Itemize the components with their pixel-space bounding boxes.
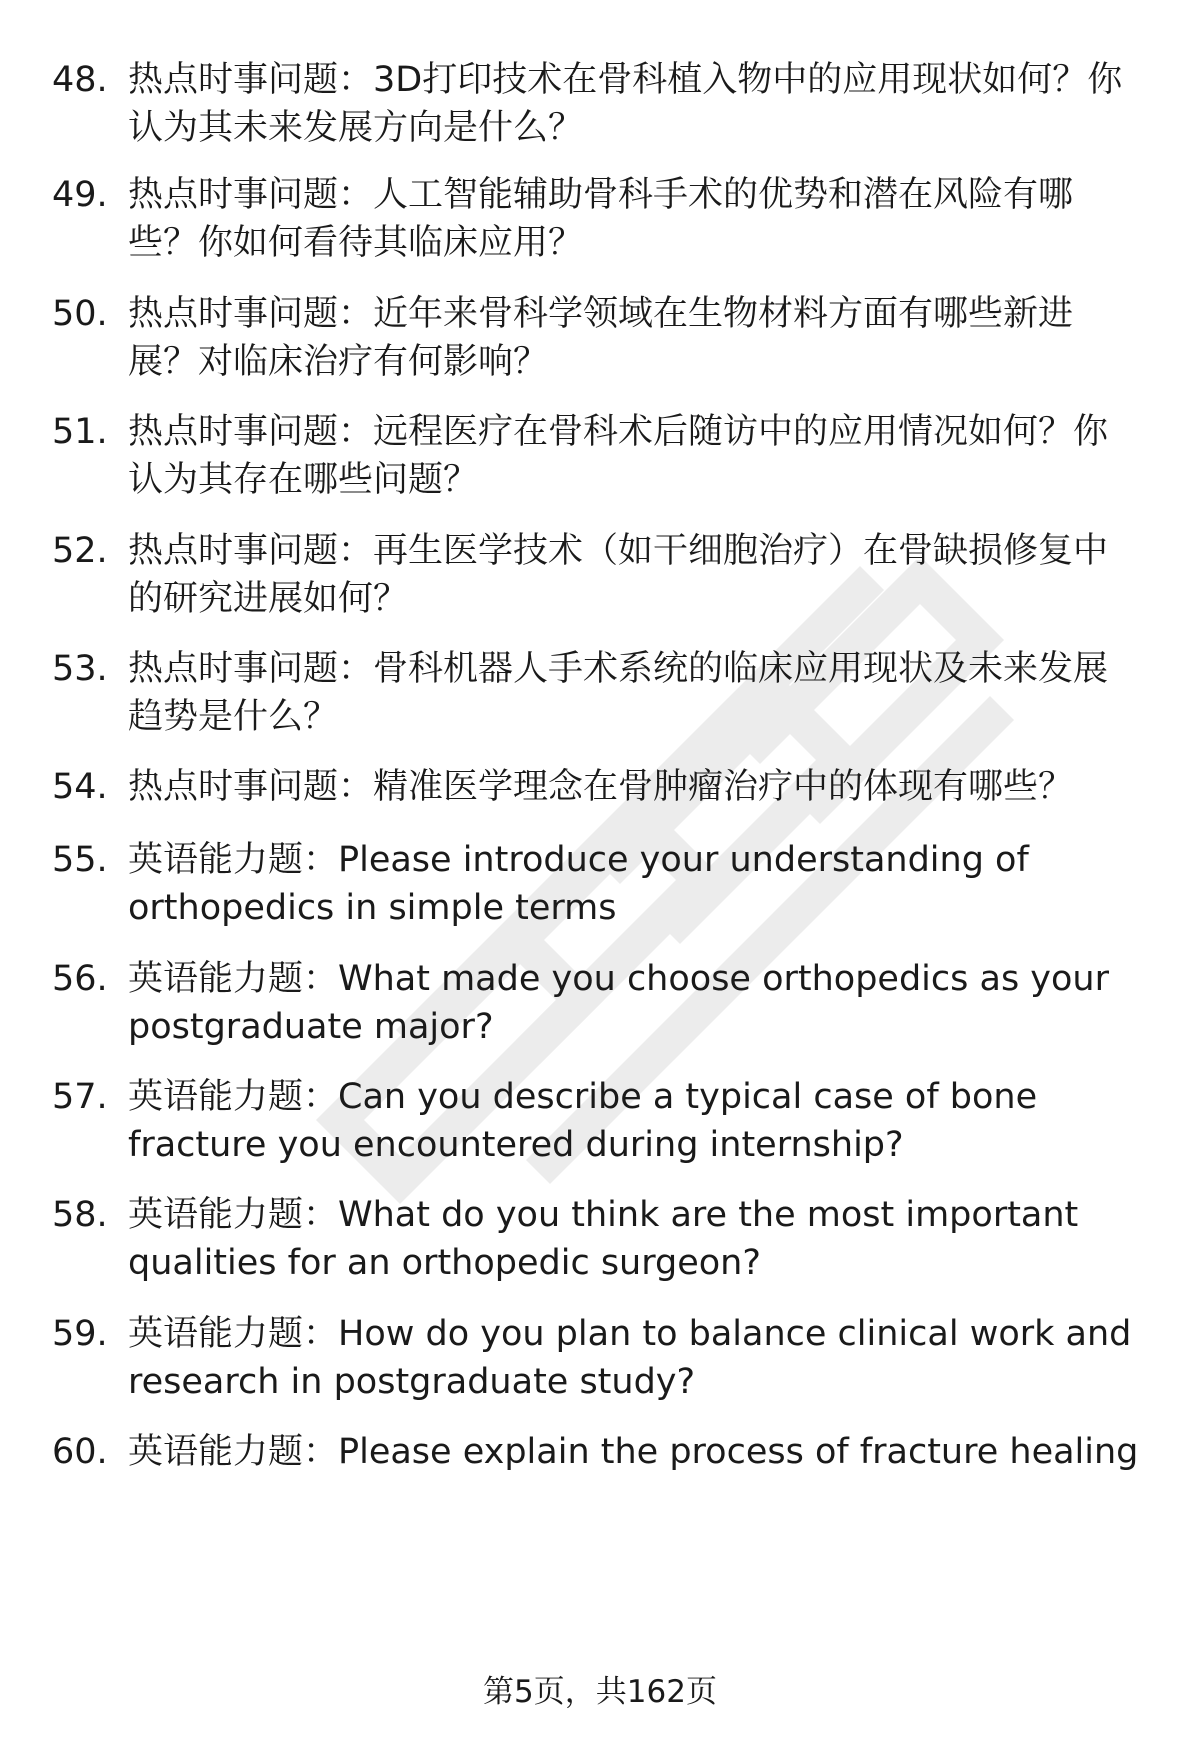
question-text: 热点时事问题：近年来骨科学领域在生物材料方面有哪些新进 展？对临床治疗有何影响？ [128, 294, 1074, 382]
question-number: 57. [52, 1077, 108, 1117]
question-text: 英语能力题：How do you plan to balance clinical work and research in postgraduate study? [128, 1314, 1132, 1402]
question-number: 60. [52, 1432, 108, 1472]
question-number: 55. [52, 840, 108, 880]
question-number: 56. [52, 959, 108, 999]
question-text: 英语能力题：What do you think are the most important qualities for an orthopedic surgeon? [128, 1195, 1079, 1283]
question-text: 热点时事问题：远程医疗在骨科术后随访中的应用情况如何？你 认为其存在哪些问题？ [128, 412, 1109, 500]
question-number: 59. [52, 1314, 108, 1354]
question-number: 50. [52, 294, 108, 334]
question-text: 热点时事问题：精准医学理念在骨肿瘤治疗中的体现有哪些？ [128, 767, 1074, 807]
question-number: 54. [52, 767, 108, 807]
question-text: 热点时事问题：3D打印技术在骨科植入物中的应用现状如何？你 认为其未来发展方向是什么？ [128, 60, 1123, 148]
question-text: 英语能力题：What made you choose orthopedics as your postgraduate major? [128, 959, 1110, 1047]
question-text: 英语能力题：Can you describe a typical case of bone fracture you encountered during internship? [128, 1077, 1038, 1165]
question-number: 52. [52, 531, 108, 571]
page-footer: 第5页，共162页 [483, 1674, 717, 1710]
question-number: 48. [52, 60, 108, 100]
question-text: 英语能力题：Please introduce your understanding of orthopedics in simple terms [128, 840, 1029, 928]
question-text: 英语能力题：Please explain the process of fracture healing [128, 1432, 1139, 1472]
question-number: 51. [52, 412, 108, 452]
question-text: 热点时事问题：骨科机器人手术系统的临床应用现状及未来发展 趋势是什么？ [128, 649, 1109, 737]
question-number: 53. [52, 649, 108, 689]
question-number: 49. [52, 175, 108, 215]
question-number: 58. [52, 1195, 108, 1235]
question-text: 热点时事问题：再生医学技术（如干细胞治疗）在骨缺损修复中 的研究进展如何？ [128, 531, 1109, 619]
question-text: 热点时事问题：人工智能辅助骨科手术的优势和潜在风险有哪 些？你如何看待其临床应用？ [128, 175, 1074, 263]
